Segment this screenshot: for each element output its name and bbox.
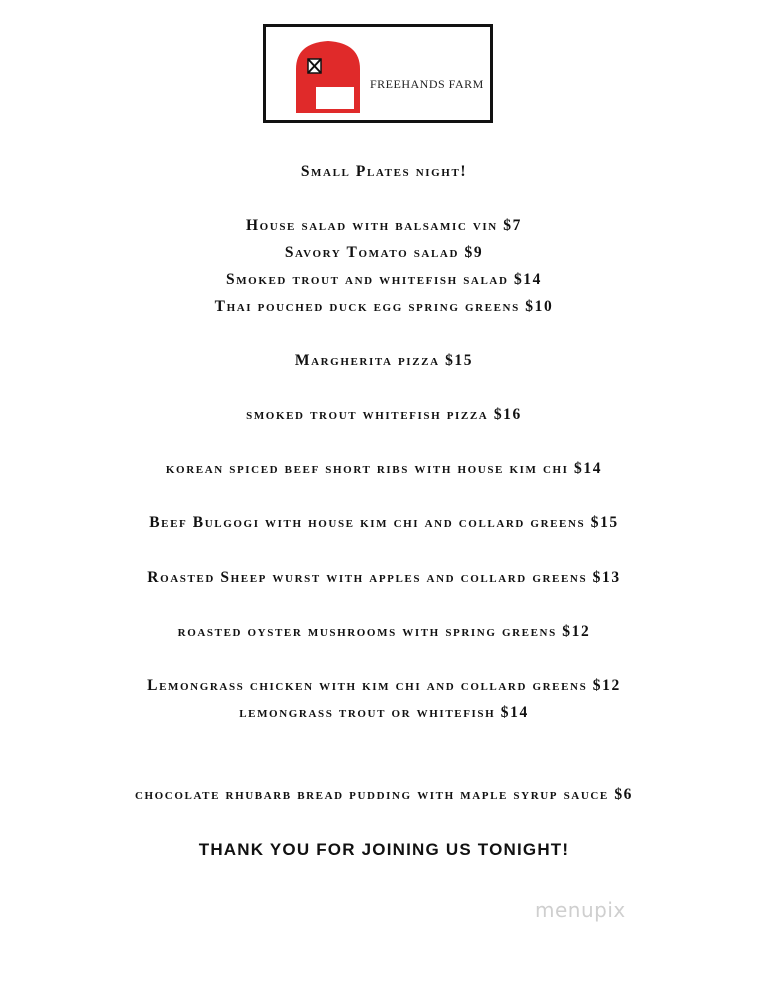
- menu-item: Savory Tomato salad $9: [284, 244, 484, 261]
- menu-item: Smoked trout and whitefish salad $14: [225, 271, 543, 288]
- closing-message: THANK YOU FOR JOINING US TONIGHT!: [198, 840, 570, 859]
- farm-name: FREEHANDS FARM: [370, 77, 484, 91]
- menu-item: Beef Bulgogi with house kim chi and collard greens $15: [149, 514, 619, 531]
- menu-item: lemongrass trout or whitefish $14: [239, 704, 529, 721]
- menu-item: Lemongrass chicken with kim chi and collard greens $12: [147, 677, 621, 694]
- menupix-watermark: menupix: [535, 898, 626, 922]
- menu-title: Small Plates night!: [300, 163, 468, 180]
- farm-logo: [263, 24, 493, 123]
- menu-item: smoked trout whitefish pizza $16: [246, 406, 522, 423]
- menu-item: Margherita pizza $15: [294, 352, 474, 369]
- menu-item: Thai pouched duck egg spring greens $10: [214, 298, 554, 315]
- menu-item: korean spiced beef short ribs with house kim chi $14: [165, 460, 603, 477]
- menu-item: roasted oyster mushrooms with spring greens $12: [177, 623, 591, 640]
- menu-item: Roasted Sheep wurst with apples and collard greens $13: [147, 569, 621, 586]
- menu-item: House salad with balsamic vin $7: [245, 217, 522, 234]
- menu-item: chocolate rhubarb bread pudding with maple syrup sauce $6: [134, 786, 634, 803]
- barn-icon: [292, 39, 364, 115]
